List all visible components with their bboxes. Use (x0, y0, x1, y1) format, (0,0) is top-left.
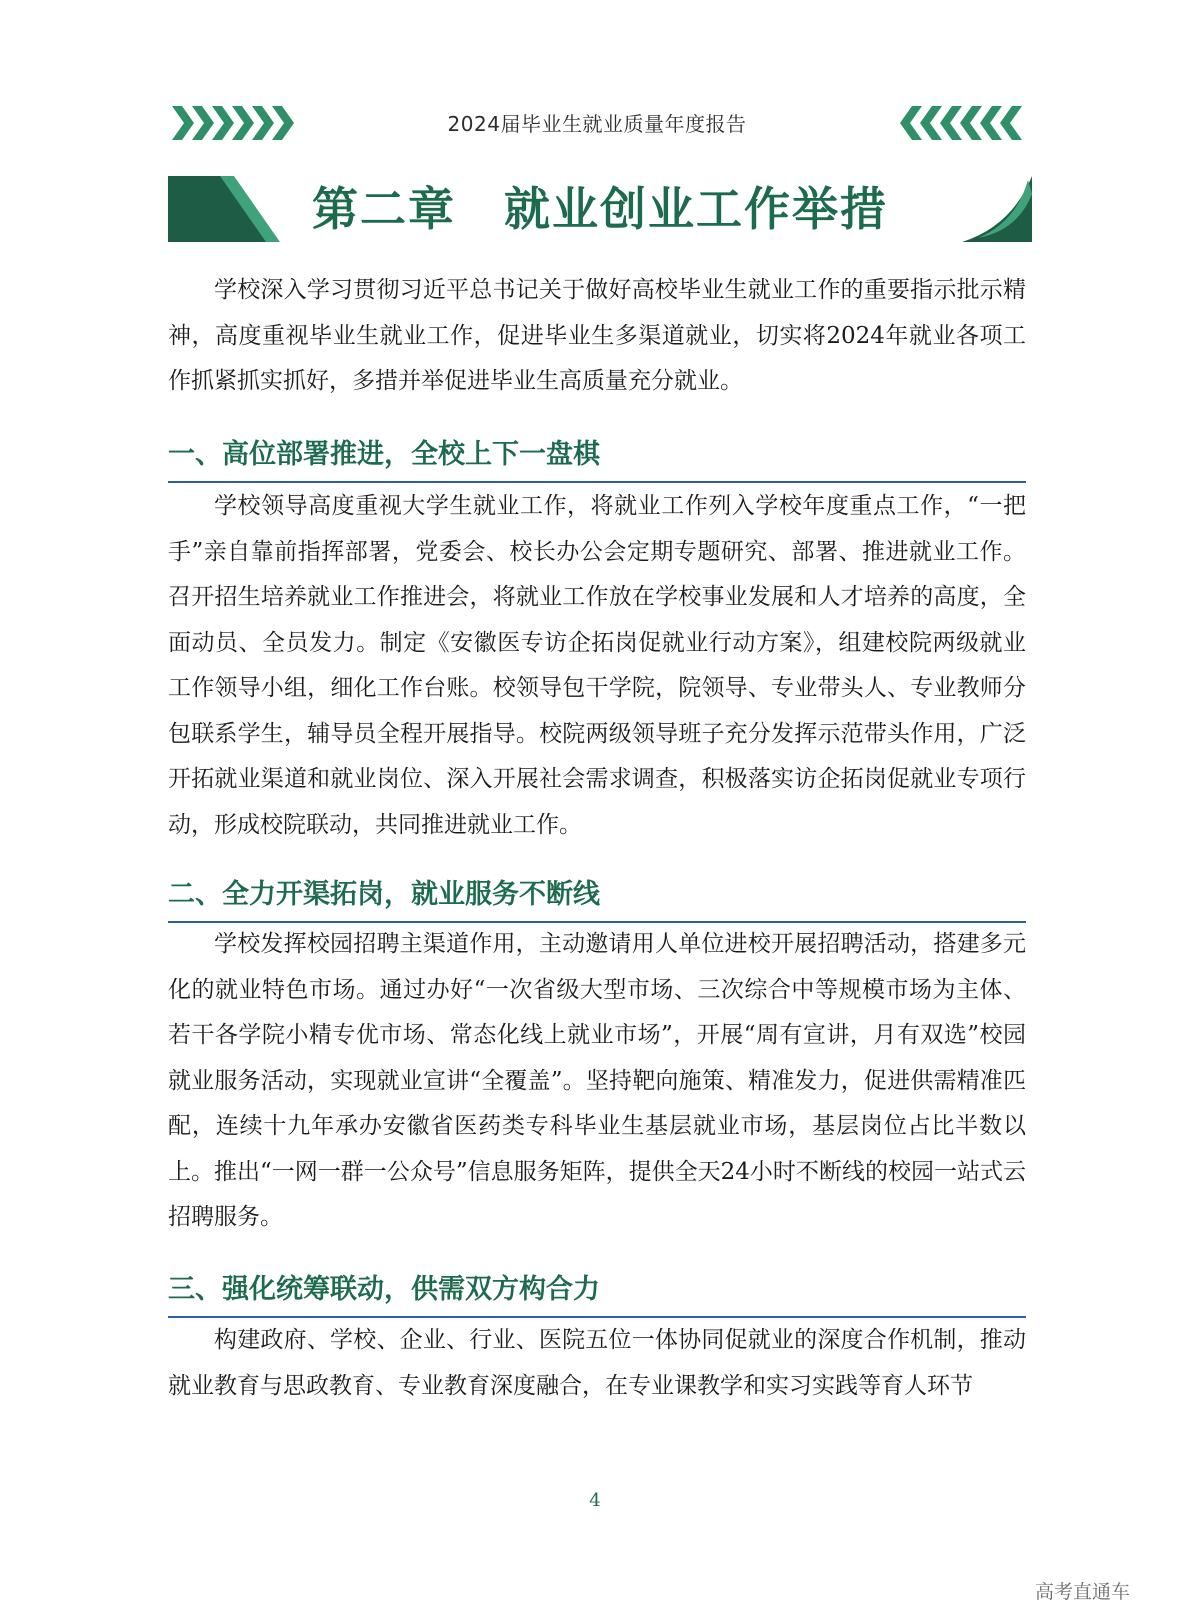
chapter-banner (168, 176, 1032, 242)
section-heading-3: 三、强化统筹联动，供需双方构合力 (168, 1267, 1026, 1318)
chevrons-left-icon (896, 100, 1026, 146)
chapter-title: 第二章 就业创业工作举措 (312, 182, 888, 236)
watermark: 高考直通车 (1034, 1581, 1130, 1603)
section-paragraph-2: 学校发挥校园招聘主渠道作用，主动邀请用人单位进校开展招聘活动，搭建多元化的就业特色市场。通过办好“一次省级大型市场、三次综合中等规模市场为主体、若干各学院小精专优市场、常态化线上就业市场”，开展“周有宣讲，月有双选”校园就业服务活动，实现就业宣讲“全覆盖”。坚持靶向施策、精准发力，促进供需精准匹配，连续十九年承办安徽省医药类专科毕业生基层就业市场，基层岗位占比半数以上。推出“一网一群一公众号”信息服务矩阵，提供全天24小时不断线的校园一站式云招聘服务。 (168, 931, 1026, 1230)
section-heading-2: 二、全力开渠拓岗，就业服务不断线 (168, 872, 1026, 923)
section-paragraph-3: 构建政府、学校、企业、行业、医院五位一体协同促就业的深度合作机制，推动就业教育与思政教育、专业教育深度融合，在专业课教学和实习实践等育人环节 (168, 1327, 1026, 1399)
section-paragraph-1: 学校领导高度重视大学生就业工作，将就业工作列入学校年度重点工作，“一把手”亲自靠前指挥部署，党委会、校长办公会定期专题研究、部署、推进就业工作。召开招生培养就业工作推进会，将就业工作放在学校事业发展和人才培养的高度，全面动员、全员发力。制定《安徽医专访企拓岗促就业行动方案》，组建校院两级就业工作领导小组，细化工作台账。校领导包干学院，院领导、专业带头人、专业教师分包联系学生，辅导员全程开展指导。校院两级领导班子充分发挥示范带头作用，广泛开拓就业渠道和就业岗位、深入开展社会需求调查，积极落实访企拓岗促就业专项行动，形成校院联动，共同推进就业工作。 (168, 493, 1026, 838)
intro-paragraph: 学校深入学习贯彻习近平总书记关于做好高校毕业生就业工作的重要指示批示精神，高度重视毕业生就业工作，促进毕业生多渠道就业，切实将2024年就业各项工作抓紧抓实抓好，多措并举促进毕业生高质量充分就业。 (168, 277, 1026, 394)
page-number: 4 (589, 1490, 601, 1511)
section-heading-1: 一、高位部署推进，全校上下一盘棋 (168, 432, 1026, 483)
page-header (168, 100, 1026, 146)
report-title: 2024届毕业生就业质量年度报告 (447, 112, 747, 136)
